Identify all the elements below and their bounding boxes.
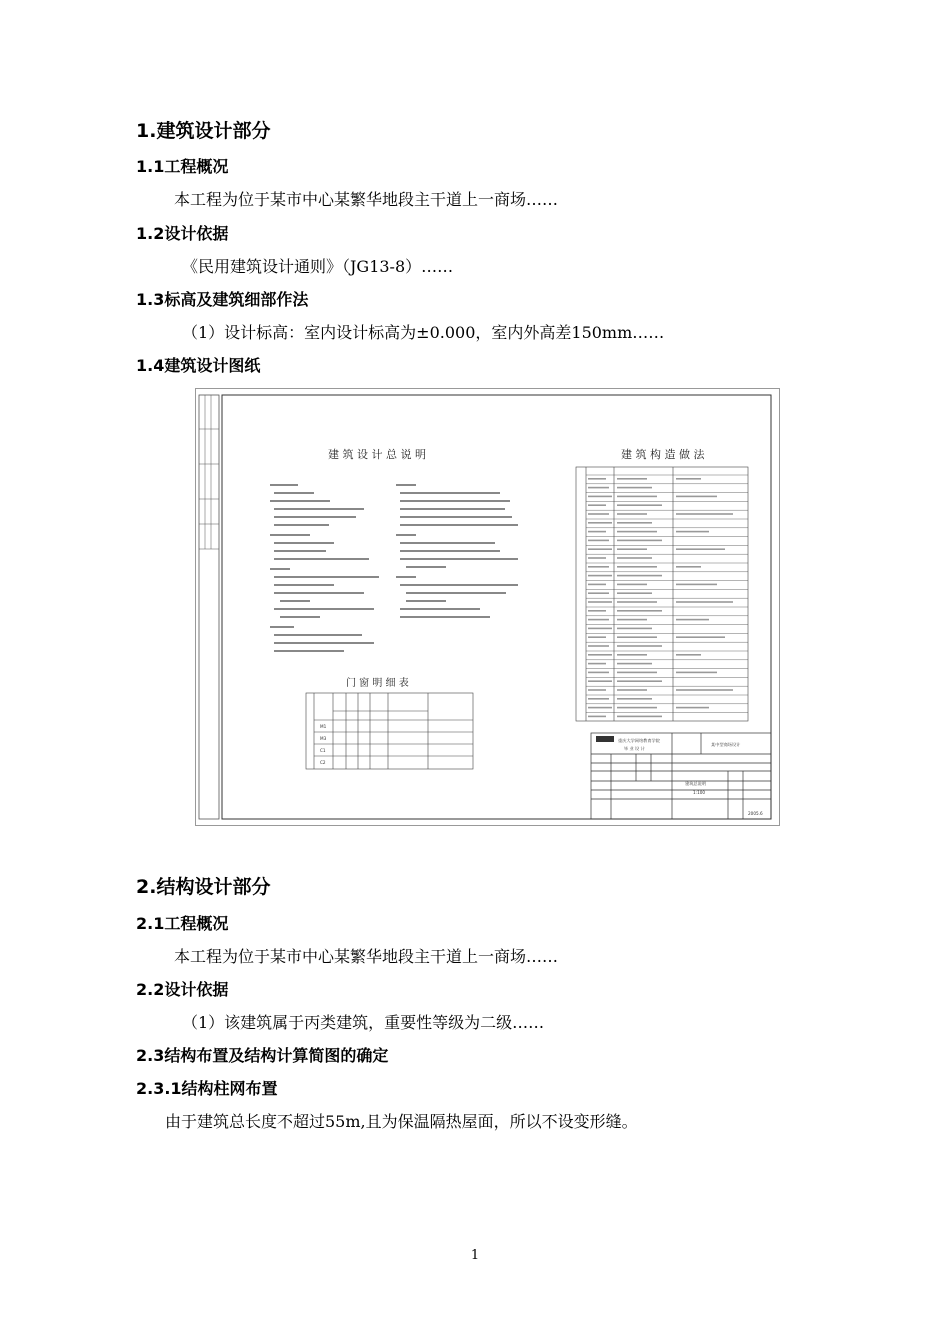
construction-table-text — [617, 663, 652, 665]
construction-table-text — [617, 698, 652, 700]
construction-table-text — [588, 513, 609, 515]
construction-table-text — [676, 566, 701, 568]
construction-table-text — [588, 584, 606, 586]
section-1-1-text: 本工程为位于某市中心某繁华地段主干道上一商场…… — [174, 190, 559, 209]
construction-table-text — [617, 610, 662, 612]
construction-table-text — [617, 628, 652, 630]
construction-table-text — [588, 531, 606, 533]
construction-table-text — [588, 716, 606, 718]
construction-table-text — [588, 628, 612, 630]
section-2-title: 2.结构设计部分 — [136, 876, 271, 898]
construction-table-text — [676, 548, 725, 550]
construction-table-text — [588, 680, 612, 682]
section-1-3-text: （1）设计标高：室内设计标高为±0.000，室内外高差150mm…… — [182, 323, 665, 342]
construction-table-text — [588, 619, 609, 621]
construction-table-text — [617, 689, 647, 691]
construction-table-text — [588, 592, 609, 594]
construction-table-text — [617, 548, 647, 550]
construction-table-text — [617, 716, 662, 718]
construction-table-text — [588, 557, 606, 559]
construction-table-text — [588, 636, 606, 638]
section-1-4-title: 1.4建筑设计图纸 — [136, 356, 261, 375]
construction-table-text — [588, 654, 612, 656]
construction-table-text — [617, 672, 657, 674]
section-1-1-title: 1.1工程概况 — [136, 157, 229, 176]
construction-table-text — [588, 610, 606, 612]
construction-table-text — [617, 557, 652, 559]
construction-table-text — [617, 540, 662, 542]
construction-table-text — [617, 478, 647, 480]
construction-table-text — [617, 513, 647, 515]
drawing-title-left: 建 筑 设 计 总 说 明 — [328, 448, 426, 461]
section-2-2-title: 2.2设计依据 — [136, 980, 229, 999]
title-block-graduation: 毕 业 设 计 — [624, 746, 645, 751]
construction-table-text — [588, 496, 612, 498]
title-block-project: 某中型商场设计 — [711, 742, 741, 747]
construction-table-text — [617, 636, 657, 638]
construction-table-text — [588, 575, 612, 577]
construction-table-text — [617, 487, 652, 489]
drawing-title-right: 建 筑 构 造 做 法 — [621, 448, 705, 461]
section-2-2-text: （1）该建筑属于丙类建筑，重要性等级为二级…… — [182, 1013, 545, 1032]
construction-table-text — [588, 645, 609, 647]
construction-table-text — [617, 584, 647, 586]
title-block-sheet-name: 建筑总说明 — [685, 781, 706, 786]
section-2-3-1-text: 由于建筑总长度不超过55m,且为保温隔热屋面，所以不设变形缝。 — [165, 1112, 638, 1131]
construction-table-text — [617, 619, 647, 621]
title-block-date: 2005.6 — [748, 811, 763, 816]
construction-table-text — [676, 619, 709, 621]
section-2-3-title: 2.3结构布置及结构计算简图的确定 — [136, 1046, 389, 1065]
door-window-row-label: M3 — [320, 736, 327, 741]
construction-table-text — [676, 672, 717, 674]
construction-table-text — [588, 698, 609, 700]
construction-table-text — [588, 487, 609, 489]
construction-table-text — [676, 531, 709, 533]
construction-table-text — [617, 531, 657, 533]
construction-table-text — [676, 478, 701, 480]
construction-table-text — [676, 513, 733, 515]
section-1-title: 1.建筑设计部分 — [136, 120, 271, 142]
page-number: 1 — [470, 1248, 480, 1263]
title-block-scale: 1:100 — [693, 790, 706, 795]
section-1-2-title: 1.2设计依据 — [136, 224, 229, 243]
construction-table-text — [588, 663, 606, 665]
construction-table-text — [617, 592, 652, 594]
construction-table-text — [676, 584, 717, 586]
construction-table-text — [617, 522, 652, 524]
construction-table-text — [617, 575, 662, 577]
section-2-3-1-title: 2.3.1结构柱网布置 — [136, 1079, 278, 1098]
construction-table-text — [617, 680, 662, 682]
section-1-2-text: 《民用建筑设计通则》（JG13-8）…… — [182, 257, 454, 276]
section-2-1-text: 本工程为位于某市中心某繁华地段主干道上一商场…… — [174, 947, 559, 966]
construction-table-text — [676, 689, 733, 691]
section-2-1-title: 2.1工程概况 — [136, 914, 229, 933]
architectural-drawing — [195, 388, 780, 826]
construction-table-text — [676, 636, 725, 638]
construction-table-text — [588, 522, 612, 524]
construction-table-text — [617, 645, 662, 647]
construction-table-text — [588, 548, 612, 550]
construction-table-text — [676, 496, 717, 498]
construction-table-text — [617, 654, 647, 656]
construction-table-text — [588, 478, 606, 480]
construction-table-text — [617, 707, 657, 709]
construction-table-text — [617, 566, 657, 568]
section-1-3-title: 1.3标高及建筑细部作法 — [136, 290, 309, 309]
construction-table-text — [676, 707, 709, 709]
construction-table-text — [617, 496, 657, 498]
construction-table-text — [588, 601, 612, 603]
construction-table-text — [588, 689, 606, 691]
construction-table-text — [676, 654, 701, 656]
construction-table-text — [588, 707, 612, 709]
construction-table-text — [676, 601, 733, 603]
title-block-school: 重庆大学网络教育学院 — [618, 738, 660, 743]
door-window-row-label: M1 — [320, 724, 327, 729]
construction-table-text — [588, 504, 606, 506]
construction-table-text — [588, 540, 609, 542]
construction-table-text — [617, 601, 657, 603]
construction-table-text — [588, 566, 609, 568]
door-window-title: 门 窗 明 细 表 — [346, 678, 409, 689]
door-window-row-label: C2 — [320, 760, 326, 765]
construction-table-text — [588, 672, 609, 674]
door-window-row-label: C1 — [320, 748, 326, 753]
construction-table-text — [617, 504, 662, 506]
